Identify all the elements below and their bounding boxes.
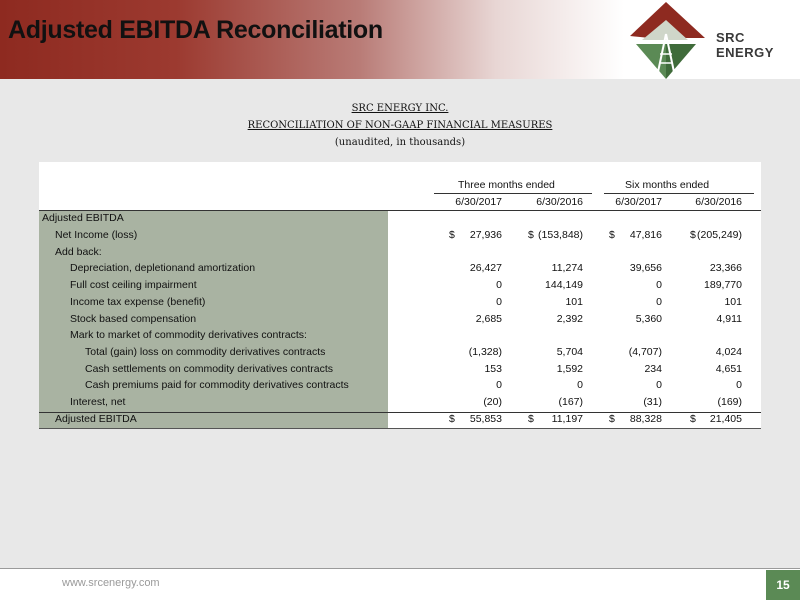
group-rule <box>604 193 754 194</box>
value-cell: 0 <box>496 295 502 308</box>
row-label: Add back: <box>55 245 102 258</box>
logo-wordmark: SRC ENERGY <box>716 30 774 60</box>
table-bottom-rule <box>39 428 761 429</box>
value-cell: 234 <box>644 362 662 375</box>
value-cell: 11,274 <box>551 262 583 275</box>
currency-symbol: $ <box>449 412 455 425</box>
table-row <box>39 277 761 294</box>
value-cell: 39,656 <box>629 262 662 275</box>
currency-symbol: $ <box>528 229 534 241</box>
company-name: SRC ENERGY INC. <box>351 103 449 114</box>
footer-url[interactable]: www.srcenergy.com <box>62 577 160 589</box>
row-label: Stock based compensation <box>70 312 197 325</box>
value-cell: 0 <box>736 379 742 392</box>
section-row <box>39 210 761 227</box>
value-cell: 153 <box>484 362 502 375</box>
value-cell: 0 <box>656 379 662 392</box>
currency-symbol: $ <box>609 412 615 425</box>
table-row <box>39 394 761 411</box>
total-rule <box>39 412 761 413</box>
value-cell: (153,848) <box>538 229 583 241</box>
value-cell: 1,592 <box>556 362 583 375</box>
value-cell: (1,328) <box>468 345 502 358</box>
value-cell: 11,197 <box>551 412 583 425</box>
row-label: Cash premiums paid for commodity derivatives contracts <box>85 379 349 392</box>
currency-symbol: $ <box>609 229 615 241</box>
page-title: Adjusted EBITDA Reconciliation <box>8 16 383 44</box>
value-cell: 26,427 <box>469 262 502 275</box>
group-header-three-months: Three months ended <box>458 179 555 191</box>
row-label: Total (gain) loss on commodity derivatives contracts <box>85 345 326 358</box>
row-label: Income tax expense (benefit) <box>70 295 206 308</box>
value-cell: 27,936 <box>469 229 502 241</box>
table-row <box>39 411 761 428</box>
value-cell: 144,149 <box>545 279 583 292</box>
value-cell: 47,816 <box>629 229 662 241</box>
table-row <box>39 294 761 311</box>
currency-symbol: $ <box>690 229 696 241</box>
row-label: Full cost ceiling impairment <box>70 279 197 292</box>
value-cell: 55,853 <box>469 412 502 425</box>
value-cell: 2,685 <box>475 312 502 325</box>
value-cell: 21,405 <box>709 412 742 425</box>
report-titles <box>0 100 800 151</box>
value-cell: (169) <box>717 396 742 408</box>
value-cell: 5,704 <box>556 345 583 358</box>
value-cell: (205,249) <box>697 229 742 241</box>
group-header-six-months: Six months ended <box>625 179 710 191</box>
value-cell: (20) <box>483 396 502 408</box>
row-label: Depreciation, depletionand amortization <box>70 262 256 275</box>
col-header: 6/30/2017 <box>615 196 662 208</box>
value-cell: 88,328 <box>629 412 662 425</box>
row-label: Net Income (loss) <box>55 229 138 241</box>
value-cell: 5,360 <box>635 312 662 325</box>
row-label: Interest, net <box>70 396 126 408</box>
section-label: Adjusted EBITDA <box>42 212 124 224</box>
value-cell: 0 <box>577 379 583 392</box>
table-row <box>39 344 761 361</box>
currency-symbol: $ <box>690 412 696 425</box>
value-cell: 101 <box>565 295 583 308</box>
value-cell: 0 <box>656 279 662 292</box>
row-label: Mark to market of commodity derivatives contracts: <box>70 329 307 342</box>
report-note: (unaudited, in thousands) <box>334 137 466 148</box>
page-number: 15 <box>766 570 800 600</box>
table-row <box>39 361 761 378</box>
table-row <box>39 260 761 277</box>
value-cell: 4,911 <box>716 312 742 325</box>
value-cell: 0 <box>656 295 662 308</box>
value-cell: 0 <box>496 279 502 292</box>
table-row <box>39 227 761 244</box>
value-cell: 4,024 <box>715 345 742 358</box>
value-cell: 189,770 <box>704 279 742 292</box>
table-row <box>39 377 761 394</box>
row-label: Cash settlements on commodity derivatives contracts <box>85 362 334 375</box>
row-label: Adjusted EBITDA <box>55 412 137 425</box>
table-row <box>39 244 761 261</box>
col-header: 6/30/2017 <box>455 196 502 208</box>
group-rule <box>434 193 592 194</box>
value-cell: 4,651 <box>715 362 742 375</box>
report-name: RECONCILIATION OF NON-GAAP FINANCIAL MEASURES <box>247 120 553 131</box>
col-header: 6/30/2016 <box>536 196 583 208</box>
col-header: 6/30/2016 <box>695 196 742 208</box>
value-cell: 0 <box>496 379 502 392</box>
value-cell: (31) <box>643 396 662 408</box>
value-cell: (167) <box>558 396 583 408</box>
table-row <box>39 311 761 328</box>
currency-symbol: $ <box>528 412 534 425</box>
value-cell: 101 <box>724 295 742 308</box>
value-cell: (4,707) <box>628 345 662 358</box>
table-row <box>39 327 761 344</box>
value-cell: 23,366 <box>709 262 742 275</box>
currency-symbol: $ <box>449 229 455 241</box>
value-cell: 2,392 <box>556 312 583 325</box>
